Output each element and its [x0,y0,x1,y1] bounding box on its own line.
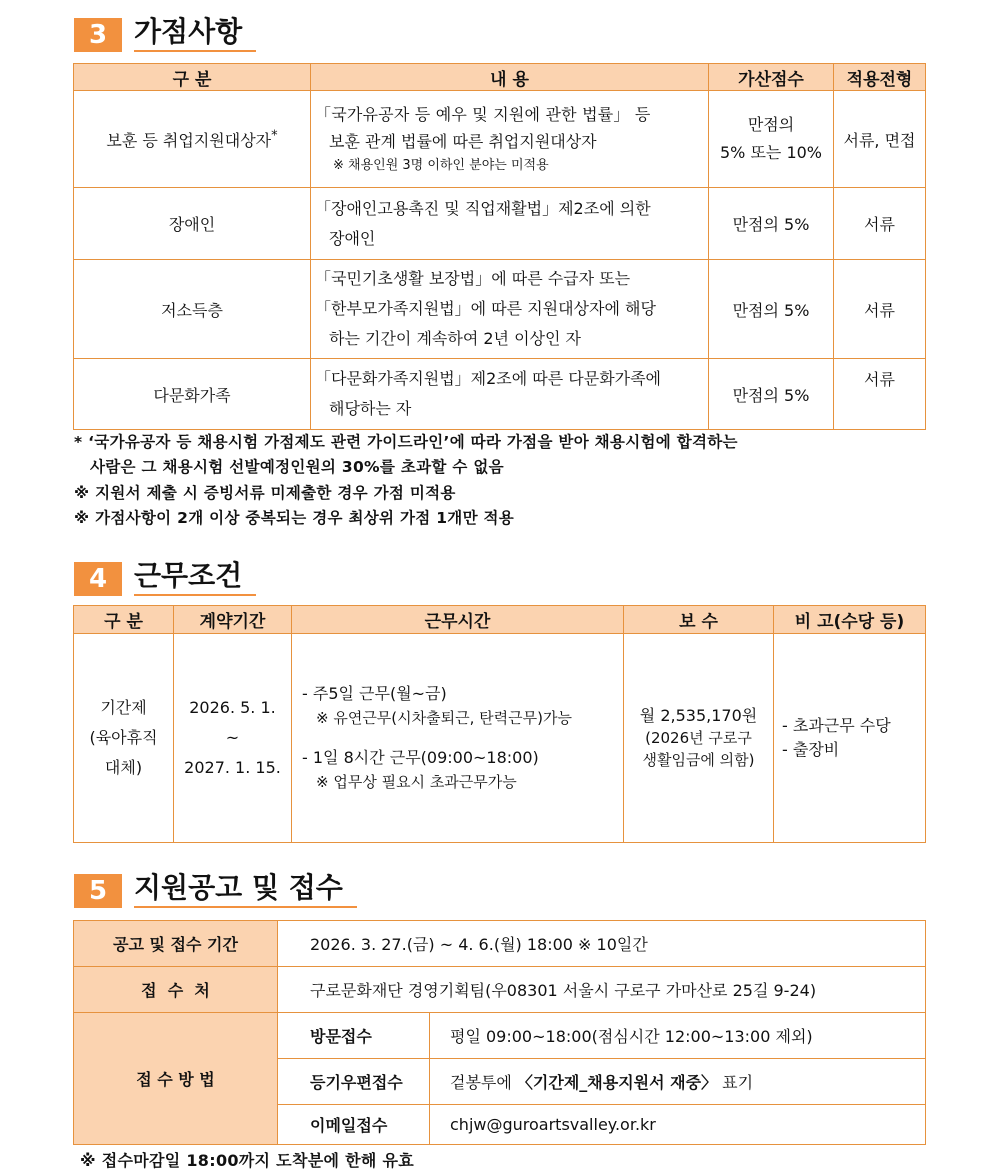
table-row [74,634,926,843]
period-sep: ~ [225,728,240,747]
score-line: 5% 또는 10% [719,143,823,162]
hours-line: - 주5일 근무(월~금) [302,684,447,703]
apply-cell: 서류 [834,188,926,260]
col-header-content: 내 용 [311,64,709,91]
period-label: 공고 및 접수 기간 [74,921,278,967]
col-header-pay: 보 수 [624,606,774,634]
pay-cell [624,634,774,843]
period-value: 2026. 3. 27.(금) ~ 4. 6.(월) 18:00 ※ 10일간 [278,921,926,967]
mail-envelope-text: 〈기간제_채용지원서 재중〉 [516,1073,718,1092]
apply-cell: 서류 [834,260,926,359]
content-line: 「다문화가족지원법」제2조에 따른 다문화가족에 [315,369,662,388]
category-cell: 저소득층 [74,260,311,359]
place-label: 접 수 처 [74,967,278,1013]
category-line: (육아휴직 [89,728,158,747]
apply-cell: 서류 [834,359,926,430]
mail-text: 겉봉투에 [450,1073,517,1092]
bonus-points-table [73,63,926,430]
score-line: 만점의 [747,115,795,134]
guideline-note: * ‘국가유공자 등 채용시험 가점제도 관련 가이드라인’에 따라 가점을 받아 채용시험에 합격하는 [74,433,738,451]
table-row [74,967,926,1013]
score-cell: 만점의 5% [709,260,834,359]
apply-cell: 서류, 면접 [834,91,926,188]
table-row [74,359,926,430]
method-label: 접 수 방 법 [74,1013,278,1145]
section-3-title: 가점사항 [134,14,256,52]
section-4-header [74,556,256,596]
category-cell: 다문화가족 [74,359,311,430]
section-5-header [74,868,357,908]
score-cell: 만점의 5% [709,359,834,430]
table-row [74,91,926,188]
period-end: 2027. 1. 15. [184,758,281,777]
method-mail-value [430,1059,926,1105]
content-line: 「장애인고용촉진 및 직업재활법」제2조에 의한 [315,198,651,218]
content-cell [311,91,709,188]
footnote-marker: * [271,128,278,144]
col-header-apply: 적용전형 [834,64,926,91]
content-line: 「국가유공자 등 예우 및 지원에 관한 법률」 등 [315,105,651,124]
content-cell [311,188,709,260]
col-header-hours: 근무시간 [292,606,624,634]
method-visit-label: 방문접수 [278,1013,430,1059]
work-conditions-table [73,605,926,843]
hours-line: - 1일 8시간 근무(09:00~18:00) [302,748,539,767]
guideline-note-cont: 사람은 그 채용시험 선발예정인원의 30%를 초과할 수 없음 [90,458,504,476]
pay-note: (2026년 구로구 [645,729,752,747]
section-5-number: 5 [74,874,122,908]
hours-cell [292,634,624,843]
section-3-header [74,12,256,52]
remark-line: - 초과근무 수당 [782,716,891,735]
period-start: 2026. 5. 1. [189,698,276,717]
evidence-note: ※ 지원서 제출 시 증빙서류 미제출한 경우 가점 미적용 [74,484,456,502]
content-cell [311,359,709,430]
section-5-title: 지원공고 및 접수 [134,870,357,908]
content-cell [311,260,709,359]
pay-note: 생활임금에 의함) [642,751,755,769]
table-row [74,188,926,260]
col-header-category: 구 분 [74,606,174,634]
col-header-category: 구 분 [74,64,311,91]
content-line: 장애인 [329,228,376,248]
pay-amount: 월 2,535,170원 [639,706,758,725]
score-cell: 만점의 5% [709,188,834,260]
hours-note: ※ 업무상 필요시 초과근무가능 [316,773,517,791]
section-4-title: 근무조건 [134,558,256,596]
remark-line: - 출장비 [782,740,840,759]
method-mail-label: 등기우편접수 [278,1059,430,1105]
content-line: 「국민기초생활 보장법」에 따른 수급자 또는 [315,269,631,288]
table-row [74,921,926,967]
table-row [74,1013,926,1059]
col-header-remark: 비 고(수당 등) [774,606,926,634]
table-header-row [74,64,926,91]
table-header-row [74,606,926,634]
col-header-period: 계약기간 [174,606,292,634]
section-4-number: 4 [74,562,122,596]
category-line: 대체) [104,758,143,777]
category-cell [74,634,174,843]
score-cell [709,91,834,188]
section-3-number: 3 [74,18,122,52]
category-cell [74,91,311,188]
content-line: 해당하는 자 [329,399,412,418]
method-visit-value: 평일 09:00~18:00(점심시간 12:00~13:00 제외) [430,1013,926,1059]
deadline-note: ※ 접수마감일 18:00까지 도착분에 한해 유효 [80,1151,414,1170]
application-table [73,920,926,1145]
hours-note: ※ 유연근무(시차출퇴근, 탄력근무)가능 [316,709,572,727]
duplicate-note: ※ 가점사항이 2개 이상 중복되는 경우 최상위 가점 1개만 적용 [74,509,515,527]
content-line: 보훈 관계 법률에 따른 취업지원대상자 [329,132,597,151]
remark-cell [774,634,926,843]
col-header-score: 가산점수 [709,64,834,91]
category-line: 기간제 [100,698,147,717]
table-row [74,260,926,359]
method-email-value: chjw@guroartsvalley.or.kr [430,1105,926,1145]
method-email-label: 이메일접수 [278,1105,430,1145]
mail-text: 표기 [717,1073,754,1092]
period-cell [174,634,292,843]
category-cell: 장애인 [74,188,311,260]
content-line: 「한부모가족지원법」에 따른 지원대상자에 해당 [315,299,656,318]
content-line: 하는 기간이 계속하여 2년 이상인 자 [329,329,581,348]
place-value: 구로문화재단 경영기획팀(우08301 서울시 구로구 가마산로 25길 9-24) [278,967,926,1013]
category-text: 보훈 등 취업지원대상자 [106,130,272,150]
content-note: ※ 채용인원 3명 이하인 분야는 미적용 [333,158,549,173]
